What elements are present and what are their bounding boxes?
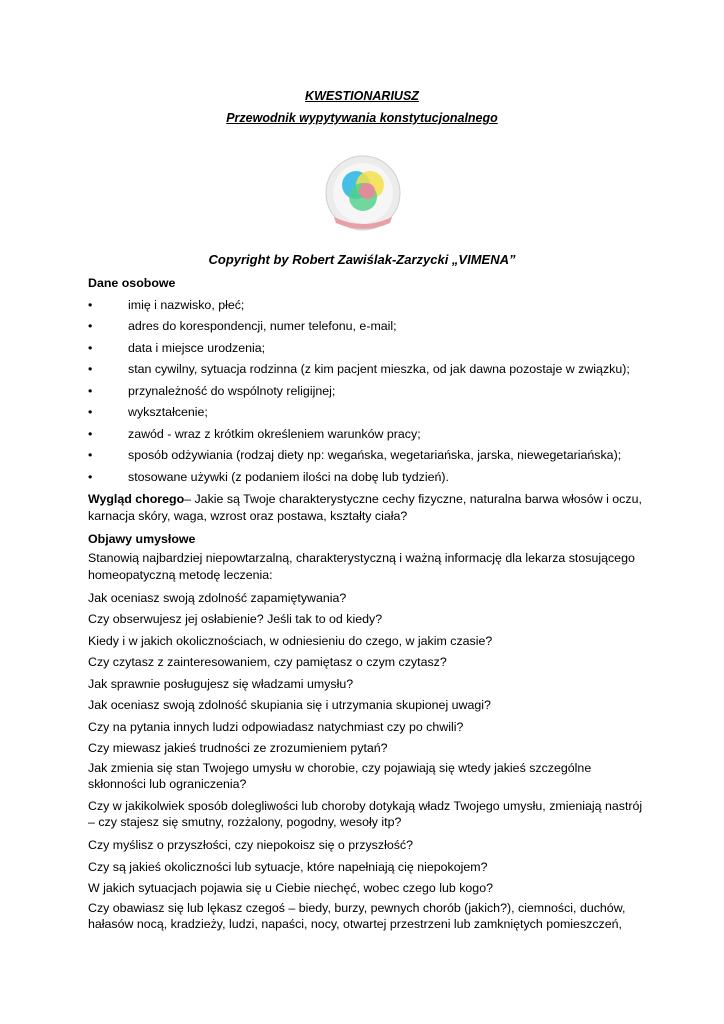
- bullet: •: [88, 383, 93, 398]
- list-item: [88, 359, 648, 381]
- appearance-text: – Jakie są Twoje charakterystyczne cechy fizyczne, naturalna barwa włosów i oczu, karnacja skóry, waga, wzrost oraz postawa, kształty ciała?: [88, 492, 642, 523]
- document-title: KWESTIONARIUSZ: [305, 89, 419, 103]
- list-item: [88, 295, 648, 317]
- list-item-text: imię i nazwisko, płeć;: [128, 297, 245, 312]
- bullet: •: [88, 405, 93, 419]
- appearance-label: Wygląd chorego: [88, 492, 185, 506]
- list-item-text: zawód - wraz z krótkim określeniem warunków pracy;: [128, 426, 421, 441]
- list-item: [88, 402, 648, 424]
- section-heading-personal: Dane osobowe: [88, 276, 176, 290]
- list-item: [88, 467, 648, 489]
- question: Jak zmienia się stan Twojego umysłu w chorobie, czy pojawiają się wtedy jakieś szczególne skłonności lub ograniczenia?: [88, 760, 592, 792]
- question: Czy są jakieś okoliczności lub sytuacje, które napełniają cię niepokojem?: [88, 859, 488, 874]
- appearance-paragraph: [88, 491, 648, 524]
- question: Jak oceniasz swoją zdolność zapamiętywania?: [88, 590, 347, 605]
- bullet: •: [88, 469, 93, 484]
- list-item: [88, 424, 648, 446]
- bullet: •: [88, 426, 93, 441]
- question: Kiedy i w jakich okolicznościach, w odniesieniu do czego, w jakim czasie?: [88, 633, 493, 648]
- question: Czy w jakikolwiek sposób dolegliwości lub choroby dotykają władz Twojego umysłu, zmieniają nastrój – czy stajesz się smutny, rozżalony, pogodny, wesoły itp?: [88, 798, 643, 830]
- list-item-text: stan cywilny, sytuacja rodzinna (z kim pacjent mieszka, od jak dawna pozostaje w związku);: [128, 362, 630, 376]
- list-item-text: adres do korespondencji, numer telefonu, e-mail;: [128, 319, 397, 333]
- question: Jak oceniasz swoją zdolność skupiania się i utrzymania skupionej uwagi?: [88, 698, 491, 713]
- questionnaire-body: [88, 273, 648, 937]
- list-item-text: data i miejsce urodzenia;: [128, 340, 266, 355]
- question: Jak sprawnie posługujesz się władzami umysłu?: [88, 676, 354, 691]
- question: Czy obawiasz się lub lękasz czegoś – biedy, burzy, pewnych chorób (jakich?), ciemności, duchów, hałasów nocą, kradzieży, ludzi, napaści, nocy, otwartej przestrzeni lub zamkniętych pomieszczeń,: [88, 900, 626, 932]
- question: Czy miewasz jakieś trudności ze zrozumieniem pytań?: [88, 741, 388, 756]
- question: Czy na pytania innych ludzi odpowiadasz natychmiast czy po chwili?: [88, 719, 464, 734]
- bullet: •: [88, 340, 93, 355]
- list-item-text: stosowane używki (z podaniem ilości na dobę lub tydzień).: [128, 469, 449, 484]
- list-item: [88, 338, 648, 360]
- document-subtitle: Przewodnik wypytywania konstytucjonalnego: [226, 111, 498, 125]
- list-item: [88, 381, 648, 403]
- list-item: [88, 316, 648, 338]
- question: Czy obserwujesz jej osłabienie? Jeśli tak to od kiedy?: [88, 612, 383, 627]
- list-item-text: sposób odżywiania (rodzaj diety np: wegańska, wegetariańska, jarska, niewegetariańska);: [128, 448, 622, 462]
- list-item-text: przynależność do wspólnoty religijnej;: [128, 383, 336, 398]
- list-item-text: wykształcenie;: [128, 405, 208, 419]
- bullet: •: [88, 448, 93, 462]
- question: Czy myślisz o przyszłości, czy niepokoisz się o przyszłość?: [88, 838, 413, 853]
- vimena-logo: [320, 155, 406, 235]
- question: W jakich sytuacjach pojawia się u Ciebie niechęć, wobec czego lub kogo?: [88, 881, 493, 896]
- section-heading-mental: Objawy umysłowe: [88, 531, 196, 546]
- bullet: •: [88, 362, 93, 376]
- bullet: •: [88, 297, 93, 312]
- copyright-line: Copyright by Robert Zawiślak-Zarzycki „VIMENA”: [208, 252, 516, 267]
- list-item: [88, 445, 648, 467]
- mental-intro: Stanowią najbardziej niepowtarzalną, charakterystyczną i ważną informację dla lekarza stosującego homeopatyczną metodę leczenia:: [88, 551, 635, 582]
- question: Czy czytasz z zainteresowaniem, czy pamiętasz o czym czytasz?: [88, 655, 447, 670]
- bullet: •: [88, 319, 93, 333]
